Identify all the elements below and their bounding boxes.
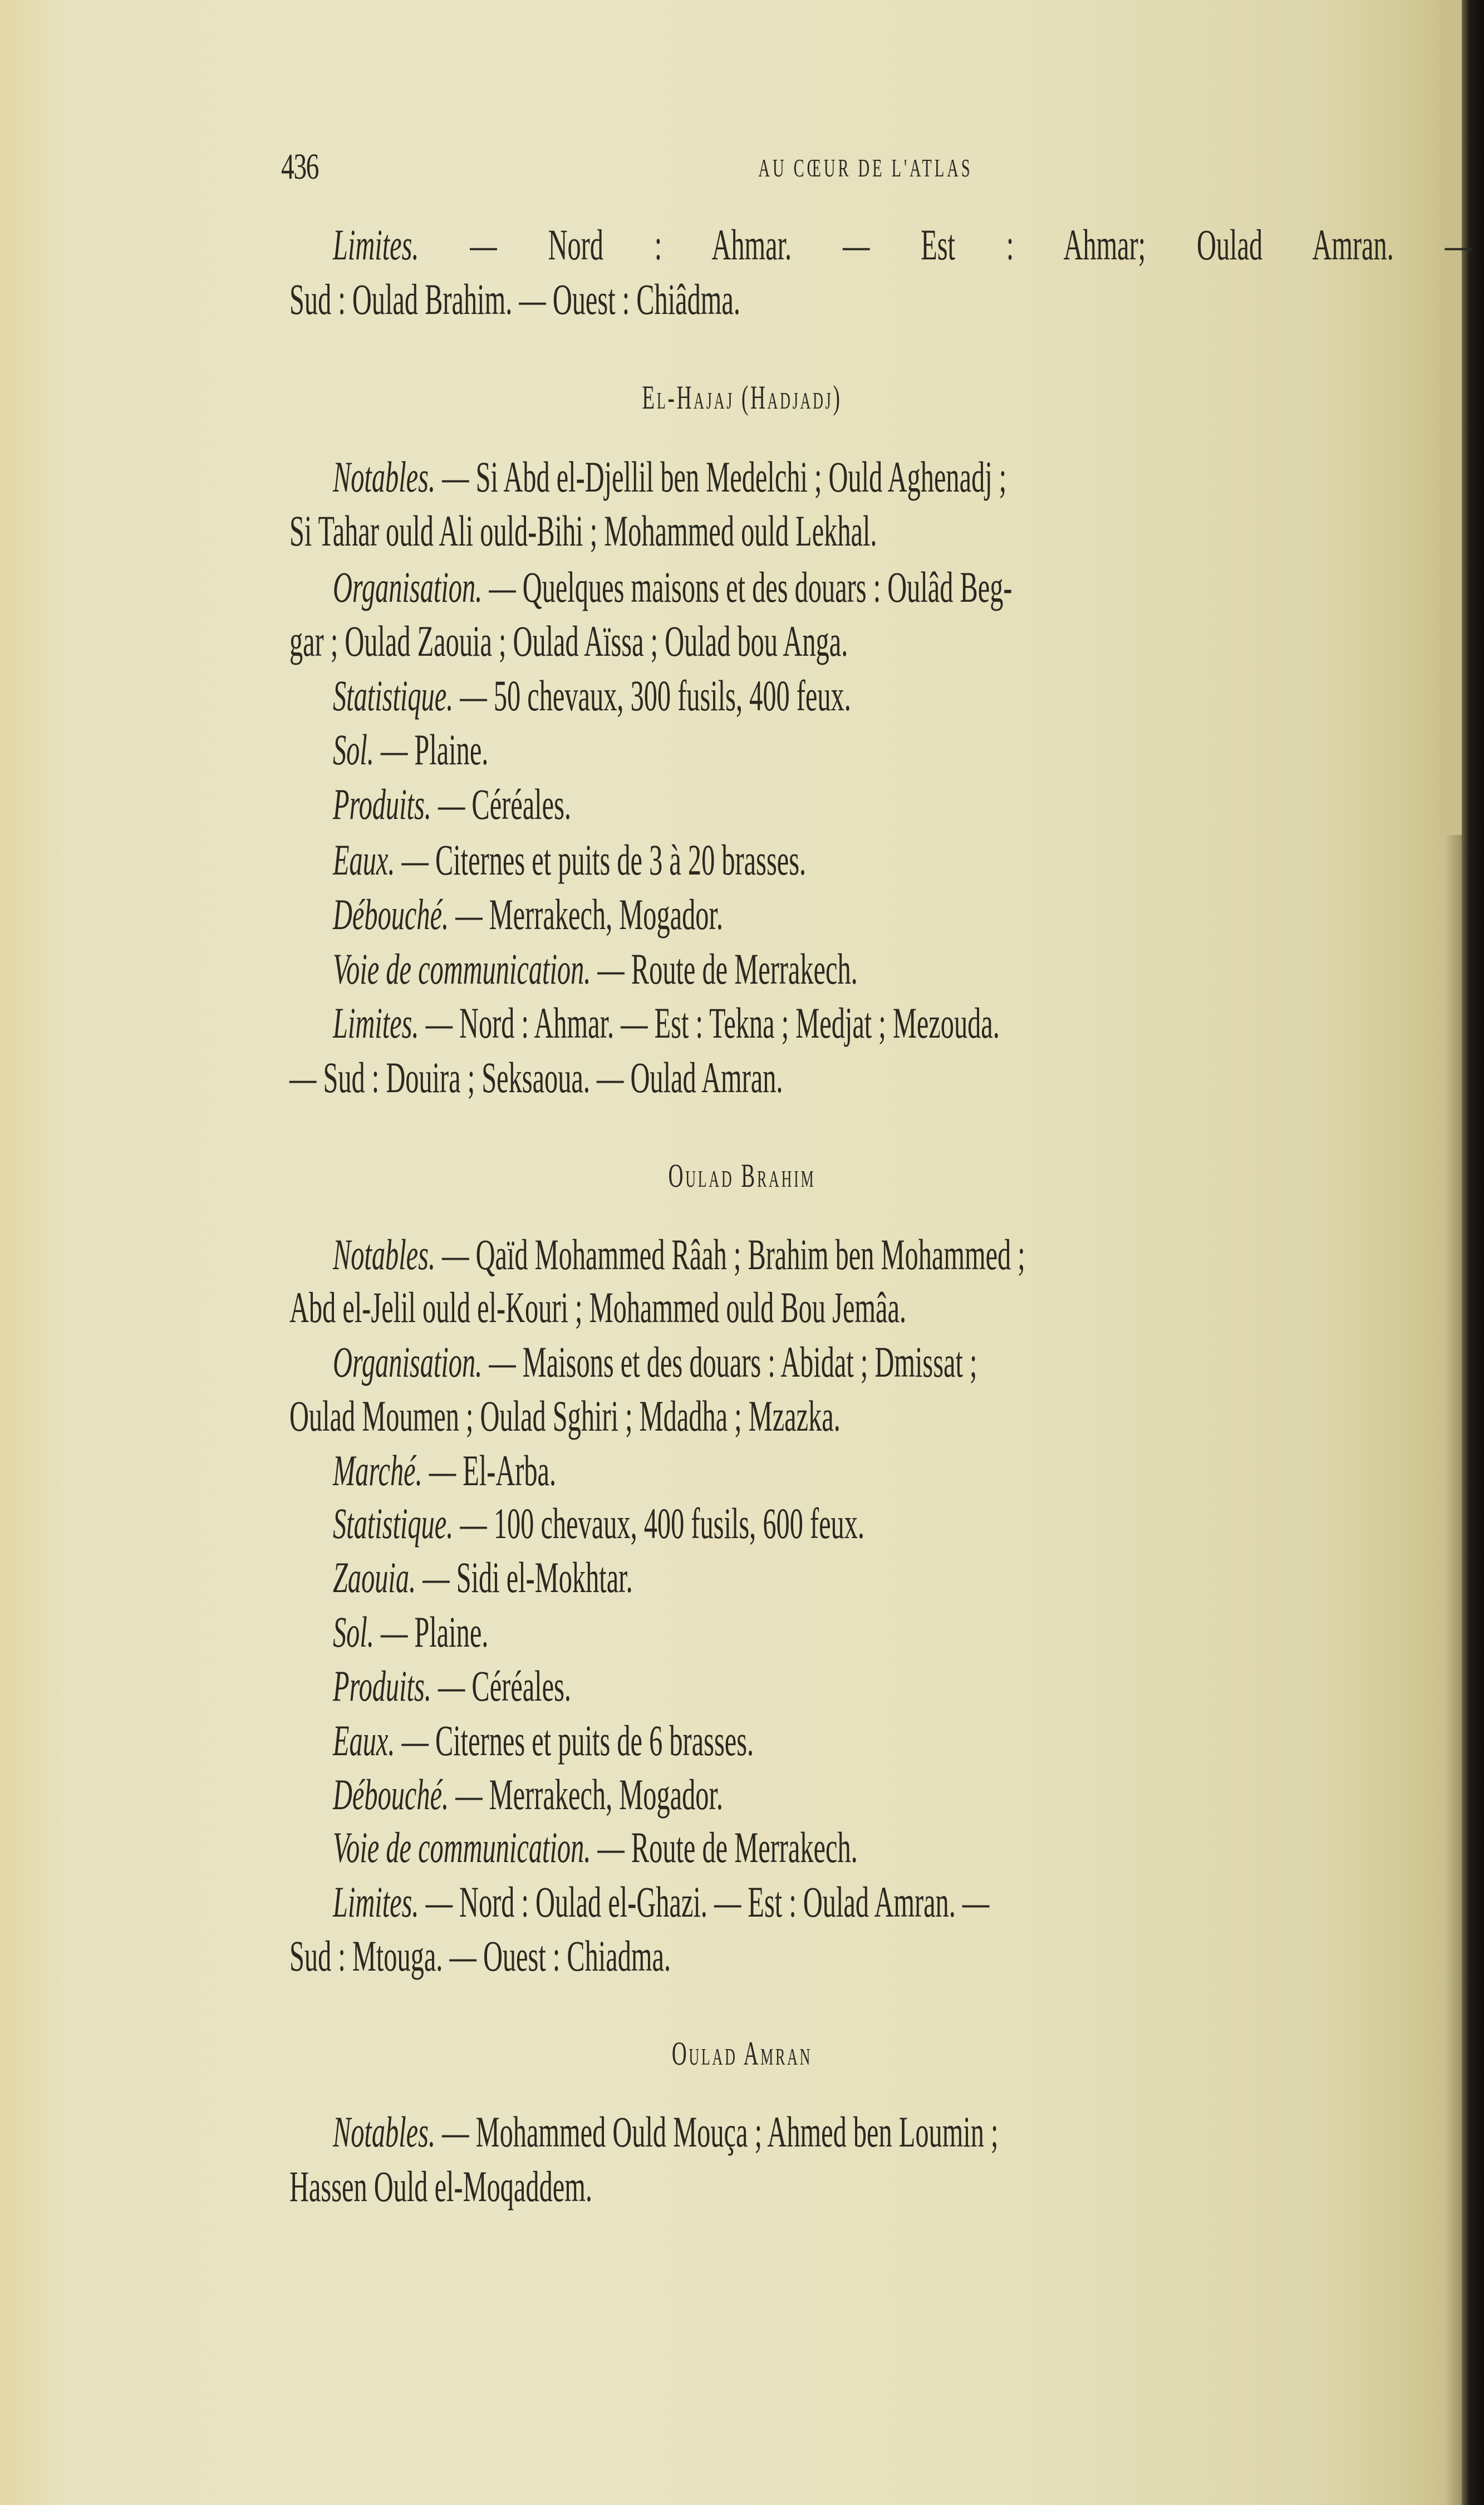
text-line xyxy=(289,1394,1428,1438)
entry-label: Notables. xyxy=(333,453,436,501)
text-line xyxy=(333,1718,1472,1763)
entry-text: — 50 chevaux, 300 fusils, 400 feux. xyxy=(453,671,851,720)
entry-text: Abd el-Jelil ould el-Kouri ; Mohammed ould Bou Jemâa. xyxy=(289,1283,907,1332)
text-line xyxy=(333,1001,1472,1045)
entry-text: — Sud : Douira ; Seksaoua. — Oulad Amran. xyxy=(289,1053,783,1102)
entry-label: Eaux. xyxy=(333,1716,395,1765)
entry-label: Produits. xyxy=(333,780,431,828)
text-line xyxy=(333,838,1472,882)
text-line xyxy=(333,455,1472,499)
section-heading: Oulad Amran xyxy=(671,2035,813,2072)
text-line xyxy=(333,1340,1472,1384)
text-line xyxy=(333,1448,1472,1493)
text-line xyxy=(289,277,1428,322)
entry-text: — Maisons et des douars : Abidat ; Dmissat ; xyxy=(482,1338,977,1386)
entry-label: Limites. xyxy=(333,999,419,1047)
entry-text: — Citernes et puits de 6 brasses. xyxy=(395,1716,754,1765)
text-line xyxy=(333,782,1472,827)
entry-label: Voie de communication. xyxy=(333,1823,591,1872)
text-line xyxy=(333,1501,1472,1546)
entry-text: — Si Abd el-Djellil ben Medelchi ; Ould Aghenadj ; xyxy=(435,453,1007,501)
entry-text: Hassen Ould el-Moqaddem. xyxy=(289,2162,592,2211)
running-header: AU CŒUR DE L'ATLAS xyxy=(758,154,973,182)
entry-text: — Plaine. xyxy=(374,1608,489,1656)
text-line xyxy=(333,1610,1472,1654)
text-line xyxy=(333,1825,1472,1870)
entry-text: — El-Arba. xyxy=(422,1446,557,1495)
text-line xyxy=(289,2164,1428,2209)
entry-text: — Route de Merrakech. xyxy=(591,1823,858,1872)
entry-label: Zaouia. xyxy=(333,1553,416,1602)
entry-text: — Nord : Ahmar. — Est : Ahmar; Oulad Amran. — xyxy=(419,220,1472,269)
entry-text: — Quelques maisons et des douars : Oulâd Beg- xyxy=(482,563,1013,611)
text-line xyxy=(333,565,1472,610)
entry-text: — Merrakech, Mogador. xyxy=(449,890,723,939)
entry-label: Organisation. xyxy=(333,563,483,611)
entry-label: Limites. xyxy=(333,220,419,269)
entry-label: Notables. xyxy=(333,1230,436,1279)
entry-text: — Nord : Oulad el-Ghazi. — Est : Oulad Amran. — xyxy=(419,1878,990,1926)
entry-label: Statistique. xyxy=(333,671,454,720)
entry-text: — Route de Merrakech. xyxy=(591,945,858,993)
entry-text: — 100 chevaux, 400 fusils, 600 feux. xyxy=(453,1499,865,1548)
entry-text: — Citernes et puits de 3 à 20 brasses. xyxy=(395,836,807,884)
entry-text: — Mohammed Ould Mouça ; Ahmed ben Loumin ; xyxy=(435,2108,999,2156)
entry-text: — Merrakech, Mogador. xyxy=(449,1770,723,1819)
text-line xyxy=(289,1934,1428,1978)
entry-text: — Nord : Ahmar. — Est : Tekna ; Medjat ; Mezouda. xyxy=(419,999,1000,1047)
entry-label: Débouché. xyxy=(333,890,449,939)
text-line xyxy=(289,1055,1428,1100)
entry-text: Si Tahar ould Ali ould-Bihi ; Mohammed ould Lekhal. xyxy=(289,507,877,555)
entry-label: Notables. xyxy=(333,2108,436,2156)
entry-label: Sol. xyxy=(333,725,374,774)
text-line xyxy=(333,220,1472,269)
section-heading: El-Hajaj (Hadjadj) xyxy=(642,379,842,416)
text-line xyxy=(333,725,1472,774)
entry-label: Voie de communication. xyxy=(333,945,591,993)
text-line xyxy=(289,1285,1428,1330)
text-line xyxy=(289,509,1428,553)
entry-label: Eaux. xyxy=(333,836,395,884)
entry-label: Marché. xyxy=(333,1446,422,1495)
entry-text: gar ; Oulad Zaouia ; Oulad Aïssa ; Oulad bou Anga. xyxy=(289,617,848,665)
entry-text: Sud : Oulad Brahim. — Ouest : Chiâdma. xyxy=(289,275,740,323)
text-line xyxy=(333,2110,1472,2154)
entry-text: — Sidi el-Mokhtar. xyxy=(416,1553,633,1602)
page-number: 436 xyxy=(281,146,318,187)
text-line xyxy=(333,892,1472,937)
entry-label: Débouché. xyxy=(333,1770,449,1819)
entry-label: Sol. xyxy=(333,1608,374,1656)
entry-label: Limites. xyxy=(333,1878,419,1926)
text-line xyxy=(289,619,1428,664)
text-line xyxy=(333,1232,1472,1277)
text-line xyxy=(333,671,1472,720)
entry-text: Oulad Moumen ; Oulad Sghiri ; Mdadha ; Mzazka. xyxy=(289,1392,841,1440)
text-line xyxy=(333,1664,1472,1708)
entry-text: — Céréales. xyxy=(431,1662,572,1710)
entry-text: — Qaïd Mohammed Râah ; Brahim ben Mohammed ; xyxy=(435,1230,1025,1279)
entry-text: — Céréales. xyxy=(431,780,572,828)
text-line xyxy=(333,1880,1472,1924)
entry-text: — Plaine. xyxy=(374,725,489,774)
text-line xyxy=(333,1555,1472,1600)
entry-text: Sud : Mtouga. — Ouest : Chiadma. xyxy=(289,1932,671,1980)
section-heading: Oulad Brahim xyxy=(668,1157,816,1194)
entry-label: Statistique. xyxy=(333,1499,454,1548)
text-line xyxy=(333,947,1472,991)
entry-label: Organisation. xyxy=(333,1338,483,1386)
entry-label: Produits. xyxy=(333,1662,431,1710)
text-line xyxy=(333,1772,1472,1817)
